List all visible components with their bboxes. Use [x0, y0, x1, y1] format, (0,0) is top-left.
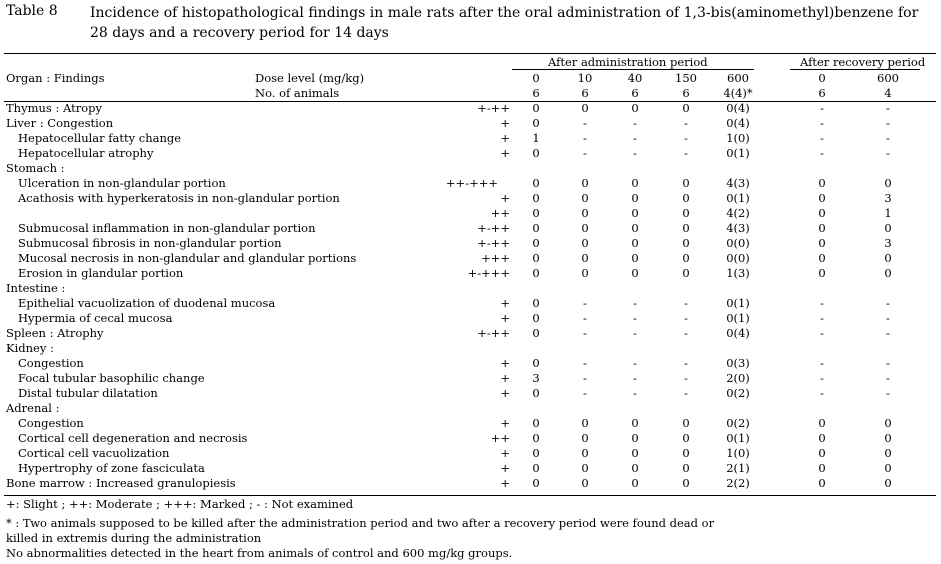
- incidence-value: -: [583, 296, 587, 310]
- table-row: [0, 131, 941, 146]
- incidence-value: 1(0): [726, 446, 750, 460]
- dose-value: 10: [577, 71, 593, 85]
- incidence-value: -: [886, 356, 890, 370]
- finding-label: Focal tubular basophilic change: [18, 371, 205, 385]
- table-row: [0, 281, 941, 296]
- incidence-value: -: [583, 116, 587, 130]
- incidence-value: 0: [532, 356, 540, 370]
- incidence-value: 0: [581, 266, 589, 280]
- animal-count: 6: [818, 86, 826, 100]
- incidence-value: 0: [818, 176, 826, 190]
- incidence-value: -: [886, 371, 890, 385]
- table-row: [0, 296, 941, 311]
- table-row: [0, 251, 941, 266]
- incidence-value: 3: [884, 236, 892, 250]
- severity-grade: ++: [490, 431, 510, 445]
- severity-grade: +: [500, 131, 510, 145]
- incidence-value: 0: [884, 251, 892, 265]
- animal-count: 4(4)*: [723, 86, 753, 100]
- severity-grade: +: [500, 416, 510, 430]
- table-row: [0, 221, 941, 236]
- incidence-value: 0: [532, 221, 540, 235]
- incidence-value: 0: [532, 386, 540, 400]
- incidence-value: 0: [682, 431, 690, 445]
- group-admin-label: After administration period: [548, 55, 708, 69]
- severity-grade: +: [500, 146, 510, 160]
- severity-grade: +: [500, 386, 510, 400]
- incidence-value: -: [684, 146, 688, 160]
- finding-label: Kidney :: [6, 341, 54, 355]
- incidence-value: 0(2): [726, 386, 750, 400]
- incidence-value: 0: [631, 461, 639, 475]
- animal-count: 6: [631, 86, 639, 100]
- incidence-value: 0: [532, 146, 540, 160]
- incidence-value: 0: [884, 416, 892, 430]
- incidence-value: -: [820, 146, 824, 160]
- incidence-value: -: [583, 146, 587, 160]
- incidence-value: 0: [631, 266, 639, 280]
- incidence-value: 0(0): [726, 251, 750, 265]
- finding-label: Congestion: [18, 416, 84, 430]
- incidence-value: -: [583, 371, 587, 385]
- dose-value: 40: [627, 71, 643, 85]
- incidence-value: -: [633, 356, 637, 370]
- table-row: [0, 236, 941, 251]
- group-admin-rule: [512, 69, 754, 70]
- incidence-value: 0: [631, 176, 639, 190]
- finding-label: Submucosal fibrosis in non-glandular portion: [18, 236, 282, 250]
- incidence-value: -: [684, 116, 688, 130]
- incidence-value: 0: [631, 191, 639, 205]
- incidence-value: -: [583, 356, 587, 370]
- incidence-value: 0: [631, 446, 639, 460]
- incidence-value: 0: [884, 446, 892, 460]
- table-row: [0, 476, 941, 491]
- incidence-value: -: [886, 311, 890, 325]
- incidence-value: 4(3): [726, 176, 750, 190]
- incidence-value: 0: [631, 221, 639, 235]
- table-row: [0, 161, 941, 176]
- incidence-value: 0: [682, 266, 690, 280]
- incidence-value: -: [886, 386, 890, 400]
- incidence-value: 0(4): [726, 116, 750, 130]
- table-row: [0, 401, 941, 416]
- incidence-value: 0: [682, 476, 690, 490]
- table-row: [0, 206, 941, 221]
- dose-value: 600: [727, 71, 749, 85]
- table-row: [0, 431, 941, 446]
- incidence-value: -: [820, 116, 824, 130]
- incidence-value: 0: [884, 221, 892, 235]
- top-rule: [4, 53, 936, 54]
- finding-label: Cortical cell degeneration and necrosis: [18, 431, 248, 445]
- incidence-value: 0: [818, 191, 826, 205]
- table-number: Table 8: [6, 3, 58, 19]
- incidence-value: 0: [581, 416, 589, 430]
- finding-label: Bone marrow : Increased granulopiesis: [6, 476, 236, 490]
- incidence-value: -: [820, 311, 824, 325]
- incidence-value: 2(0): [726, 371, 750, 385]
- incidence-value: 0: [631, 101, 639, 115]
- table-row: [0, 146, 941, 161]
- footnote-asterisk: * : Two animals supposed to be killed after the administration period and two after a recovery period were found dead or: [6, 516, 715, 530]
- incidence-value: -: [633, 116, 637, 130]
- incidence-value: 0(4): [726, 101, 750, 115]
- incidence-value: 0(1): [726, 431, 750, 445]
- incidence-value: 0: [532, 191, 540, 205]
- incidence-value: 0: [818, 416, 826, 430]
- table-row: [0, 341, 941, 356]
- finding-label: Liver : Congestion: [6, 116, 114, 130]
- severity-grade: +: [500, 296, 510, 310]
- dose-value: 600: [877, 71, 899, 85]
- incidence-value: -: [633, 146, 637, 160]
- severity-grade: ++: [490, 206, 510, 220]
- footnote-legend: +: Slight ; ++: Moderate ; +++: Marked ; - : Not examined: [6, 497, 354, 511]
- incidence-value: 0: [631, 416, 639, 430]
- incidence-value: 0: [682, 446, 690, 460]
- incidence-value: 0: [631, 431, 639, 445]
- incidence-value: -: [684, 131, 688, 145]
- incidence-value: 0: [532, 236, 540, 250]
- incidence-value: 0: [532, 266, 540, 280]
- bottom-rule: [4, 495, 936, 496]
- incidence-value: -: [633, 131, 637, 145]
- table-row: [0, 416, 941, 431]
- incidence-value: 1: [884, 206, 892, 220]
- incidence-value: 1(0): [726, 131, 750, 145]
- incidence-value: 0: [682, 416, 690, 430]
- incidence-value: 0: [532, 296, 540, 310]
- incidence-value: 0(3): [726, 356, 750, 370]
- severity-grade: +-++: [477, 326, 510, 340]
- incidence-value: 0: [818, 236, 826, 250]
- finding-label: Erosion in glandular portion: [18, 266, 184, 280]
- incidence-value: 0: [818, 476, 826, 490]
- incidence-value: 0: [818, 266, 826, 280]
- severity-grade: +: [500, 461, 510, 475]
- finding-label: Stomach :: [6, 161, 65, 175]
- incidence-value: -: [820, 131, 824, 145]
- incidence-value: 1: [532, 131, 540, 145]
- incidence-value: -: [684, 386, 688, 400]
- incidence-value: 0: [631, 476, 639, 490]
- incidence-value: 0: [581, 461, 589, 475]
- incidence-value: 1(3): [726, 266, 750, 280]
- finding-label: Cortical cell vacuolization: [18, 446, 170, 460]
- incidence-value: 3: [532, 371, 540, 385]
- incidence-value: -: [583, 131, 587, 145]
- incidence-value: 0: [682, 461, 690, 475]
- incidence-value: -: [583, 326, 587, 340]
- incidence-value: 0: [884, 431, 892, 445]
- severity-grade: ++-+++: [445, 176, 498, 190]
- severity-grade: +-++: [477, 236, 510, 250]
- incidence-value: -: [886, 326, 890, 340]
- incidence-value: 0: [884, 266, 892, 280]
- finding-label: Hepatocellular fatty change: [18, 131, 182, 145]
- table-row: [0, 326, 941, 341]
- severity-grade: +: [500, 446, 510, 460]
- incidence-value: 0: [682, 221, 690, 235]
- severity-grade: +: [500, 476, 510, 490]
- incidence-value: -: [583, 311, 587, 325]
- incidence-value: -: [886, 146, 890, 160]
- incidence-value: 0: [581, 101, 589, 115]
- incidence-value: 0: [581, 221, 589, 235]
- incidence-value: -: [684, 371, 688, 385]
- finding-label: Ulceration in non-glandular portion: [18, 176, 226, 190]
- table-row: [0, 446, 941, 461]
- incidence-value: -: [886, 131, 890, 145]
- incidence-value: 0: [581, 476, 589, 490]
- incidence-value: -: [886, 116, 890, 130]
- incidence-value: 0: [682, 101, 690, 115]
- incidence-value: -: [583, 386, 587, 400]
- incidence-value: 0: [818, 206, 826, 220]
- table-title: Incidence of histopathological findings in male rats after the oral administration of 1,3-bis(aminomethyl)benzene for 28 days and a recovery period for 14 days: [90, 5, 919, 41]
- severity-grade: +-++: [477, 221, 510, 235]
- incidence-value: 0(1): [726, 311, 750, 325]
- incidence-value: -: [633, 326, 637, 340]
- finding-label: Intestine :: [6, 281, 66, 295]
- incidence-value: 0: [532, 461, 540, 475]
- incidence-value: 0: [532, 206, 540, 220]
- incidence-value: 0: [682, 191, 690, 205]
- animal-count: 6: [532, 86, 540, 100]
- organ-findings-header: Organ : Findings: [6, 71, 105, 85]
- incidence-value: 0: [682, 176, 690, 190]
- incidence-value: -: [820, 326, 824, 340]
- animal-counts-row: [0, 86, 941, 101]
- table-row: [0, 461, 941, 476]
- incidence-value: 0: [818, 251, 826, 265]
- incidence-value: 0: [532, 446, 540, 460]
- table-row: [0, 386, 941, 401]
- incidence-value: 0: [818, 431, 826, 445]
- incidence-value: 4(2): [726, 206, 750, 220]
- table-row: [0, 116, 941, 131]
- table-row: [0, 191, 941, 206]
- incidence-value: 0(4): [726, 326, 750, 340]
- incidence-value: 0: [581, 431, 589, 445]
- incidence-value: 4(3): [726, 221, 750, 235]
- finding-label: Distal tubular dilatation: [18, 386, 158, 400]
- incidence-value: 0: [682, 206, 690, 220]
- finding-label: Thymus : Atropy: [6, 101, 102, 115]
- incidence-value: 0: [884, 176, 892, 190]
- severity-grade: +: [500, 371, 510, 385]
- incidence-value: 0: [631, 251, 639, 265]
- incidence-value: 0: [532, 311, 540, 325]
- table-row: [0, 356, 941, 371]
- incidence-value: 0(1): [726, 191, 750, 205]
- finding-label: Adrenal :: [6, 401, 60, 415]
- incidence-value: -: [684, 296, 688, 310]
- incidence-value: 0(1): [726, 296, 750, 310]
- incidence-value: 0: [532, 326, 540, 340]
- incidence-value: 0: [884, 476, 892, 490]
- incidence-value: -: [820, 356, 824, 370]
- incidence-value: 0: [581, 251, 589, 265]
- finding-label: Spleen : Atrophy: [6, 326, 104, 340]
- finding-label: Submucosal inflammation in non-glandular portion: [18, 221, 316, 235]
- dose-level-header: Dose level (mg/kg): [255, 71, 365, 85]
- incidence-value: -: [684, 356, 688, 370]
- footnote-asterisk-cont: killed in extremis during the administration: [6, 531, 262, 545]
- severity-grade: +: [500, 191, 510, 205]
- incidence-value: -: [633, 311, 637, 325]
- incidence-value: 0: [818, 221, 826, 235]
- group-recovery-label: After recovery period: [800, 55, 926, 69]
- animal-count: 6: [581, 86, 589, 100]
- incidence-value: 0: [581, 446, 589, 460]
- incidence-value: 0(0): [726, 236, 750, 250]
- table-row: [0, 266, 941, 281]
- table-row: [0, 371, 941, 386]
- incidence-value: 0: [581, 191, 589, 205]
- finding-label: Hypertrophy of zone fasciculata: [18, 461, 205, 475]
- incidence-value: 0: [818, 461, 826, 475]
- finding-label: Mucosal necrosis in non-glandular and glandular portions: [18, 251, 357, 265]
- incidence-value: 0: [581, 206, 589, 220]
- finding-label: Epithelial vacuolization of duodenal mucosa: [18, 296, 276, 310]
- finding-label: Congestion: [18, 356, 84, 370]
- incidence-value: 0: [818, 446, 826, 460]
- incidence-value: -: [633, 386, 637, 400]
- incidence-value: 0: [682, 251, 690, 265]
- dose-values-row: [0, 71, 941, 86]
- incidence-value: 0: [532, 476, 540, 490]
- animals-header: No. of animals: [255, 86, 340, 100]
- incidence-value: 0: [532, 431, 540, 445]
- incidence-value: 0: [532, 251, 540, 265]
- severity-grade: +: [500, 311, 510, 325]
- incidence-value: 0: [532, 416, 540, 430]
- group-recovery-rule: [790, 69, 920, 70]
- finding-label: Hepatocellular atrophy: [18, 146, 154, 160]
- table-row: [0, 176, 941, 191]
- incidence-value: 0: [532, 176, 540, 190]
- incidence-value: 0: [532, 116, 540, 130]
- incidence-value: 3: [884, 191, 892, 205]
- incidence-value: 0: [631, 236, 639, 250]
- incidence-value: 0(1): [726, 146, 750, 160]
- severity-grade: +: [500, 116, 510, 130]
- incidence-value: 2(1): [726, 461, 750, 475]
- incidence-value: -: [684, 326, 688, 340]
- incidence-value: -: [886, 101, 890, 115]
- incidence-value: -: [684, 311, 688, 325]
- incidence-value: 0: [884, 461, 892, 475]
- incidence-value: -: [820, 386, 824, 400]
- incidence-value: 0(2): [726, 416, 750, 430]
- incidence-value: 0: [581, 236, 589, 250]
- incidence-value: 0: [631, 206, 639, 220]
- incidence-value: 0: [532, 101, 540, 115]
- table-row: [0, 311, 941, 326]
- footnote-heart: No abnormalities detected in the heart from animals of control and 600 mg/kg groups.: [6, 546, 513, 560]
- incidence-value: -: [820, 371, 824, 385]
- dose-value: 150: [675, 71, 697, 85]
- severity-grade: +: [500, 356, 510, 370]
- severity-grade: +++: [481, 251, 510, 265]
- incidence-value: 0: [581, 176, 589, 190]
- incidence-value: 0: [682, 236, 690, 250]
- dose-value: 0: [532, 71, 540, 85]
- finding-label: Acathosis with hyperkeratosis in non-glandular portion: [18, 191, 340, 205]
- incidence-value: -: [633, 296, 637, 310]
- severity-grade: +-+++: [467, 266, 510, 280]
- incidence-value: -: [886, 296, 890, 310]
- animal-count: 4: [884, 86, 892, 100]
- incidence-value: -: [633, 371, 637, 385]
- table-row: [0, 101, 941, 116]
- incidence-value: -: [820, 296, 824, 310]
- incidence-value: 2(2): [726, 476, 750, 490]
- dose-value: 0: [818, 71, 826, 85]
- animal-count: 6: [682, 86, 690, 100]
- incidence-value: -: [820, 101, 824, 115]
- finding-label: Hypermia of cecal mucosa: [18, 311, 173, 325]
- severity-grade: +-++: [477, 101, 510, 115]
